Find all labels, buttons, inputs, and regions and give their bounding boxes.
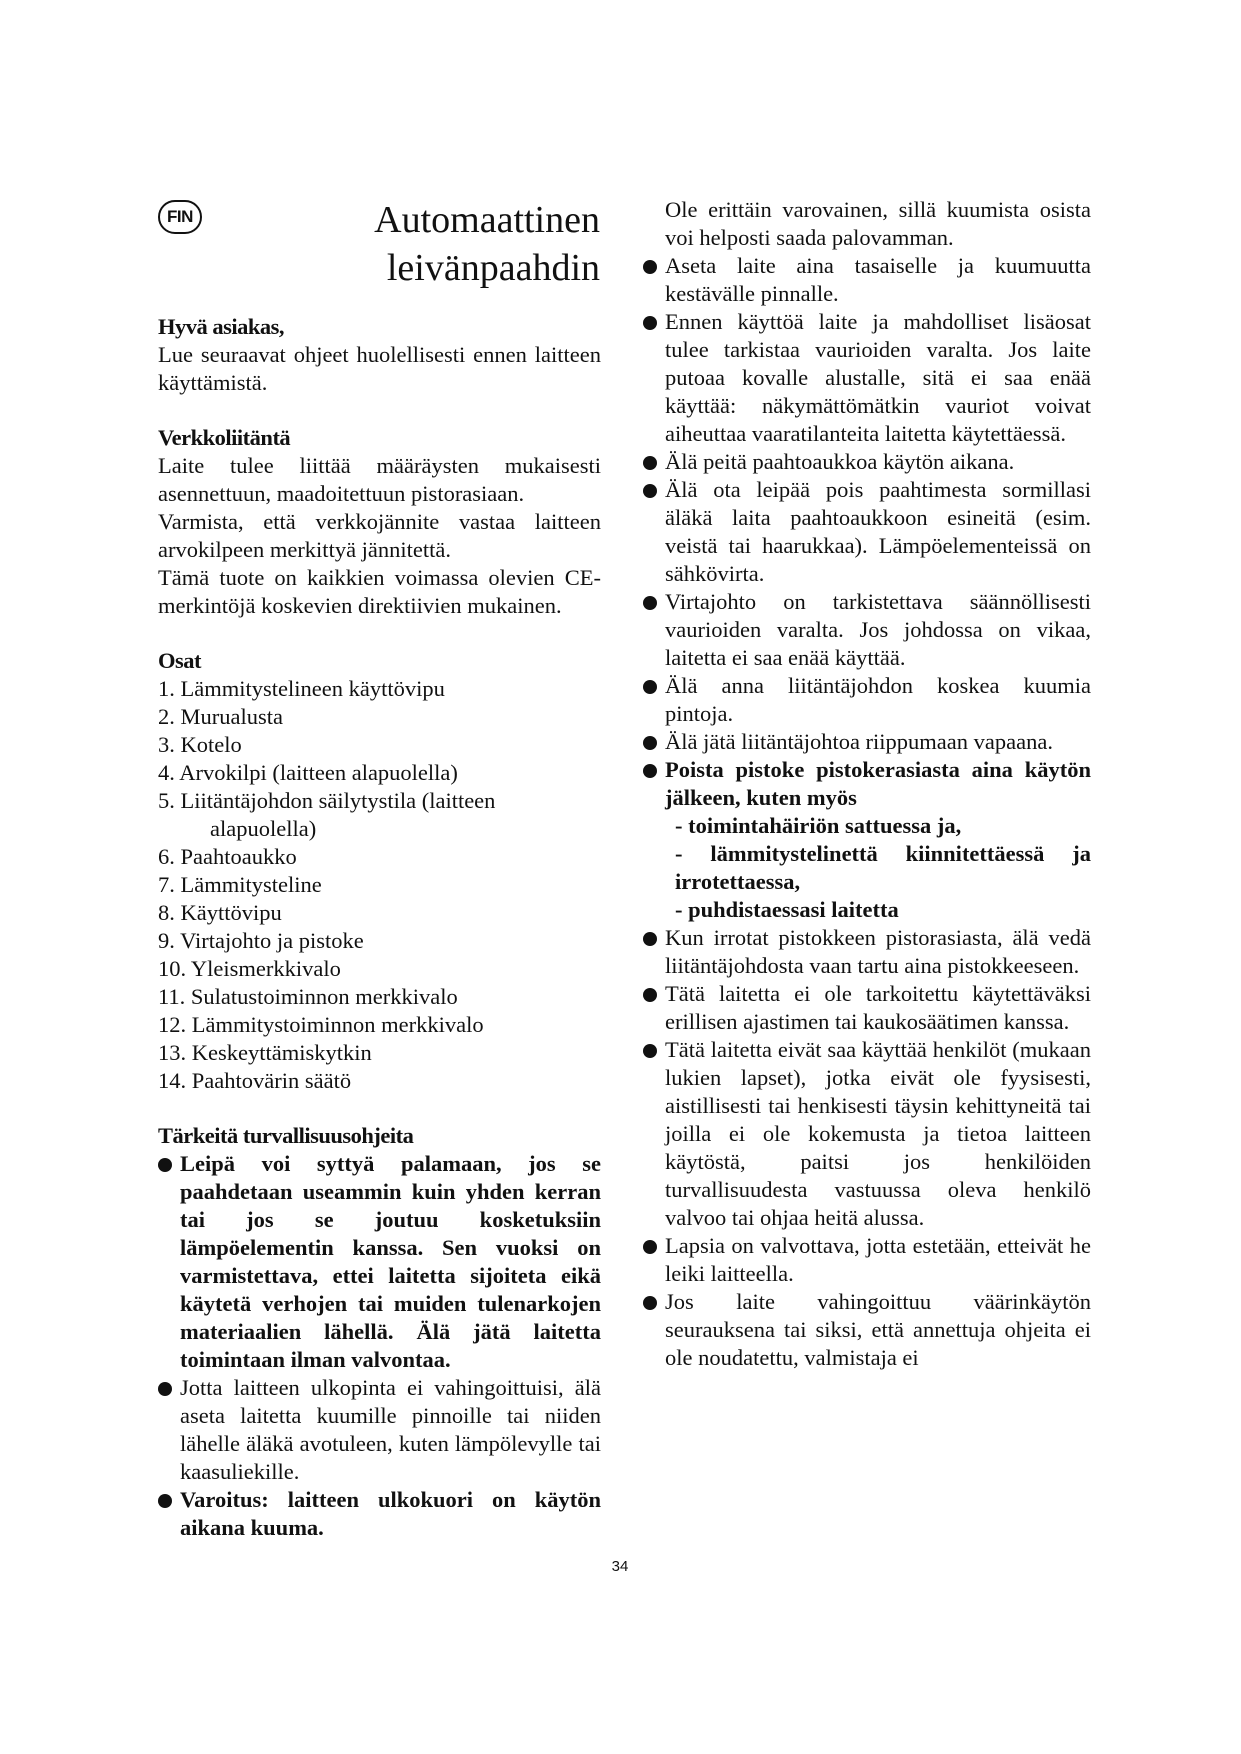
list-item: 4. Arvokilpi (laitteen alapuolella) — [158, 760, 458, 785]
bullet-text: Lapsia on valvottava, jotta estetään, etteivät he leiki laitteella. — [665, 1233, 1091, 1286]
list-item — [643, 1232, 1091, 1288]
bullet-icon — [643, 1296, 657, 1310]
bullet-icon — [158, 1382, 172, 1396]
warning-text: Varoitus: laitteen ulkokuori on käytön aikana kuuma. — [180, 1487, 601, 1540]
right-column — [643, 196, 1091, 1372]
bullet-text: Tätä laitetta eivät saa käyttää henkilöt (mukaan lukien lapset), jotka eivät ole fyysisesti, aistillisesti tai henkisesti täysin kehittyneitä tai joilla ei ole kokemusta ja tietoa laitteen käytöstä, paitsi jos henkilöiden turvallisuudesta vastuussa oleva henkilö valvoo tai ohjaa heitä alussa. — [665, 1037, 1091, 1230]
bullet-icon — [643, 988, 657, 1002]
bullet-icon — [158, 1158, 172, 1172]
bullet-icon — [643, 932, 657, 946]
list-item: 11. Sulatustoiminnon merkkivalo — [158, 984, 458, 1009]
bullet-icon — [643, 260, 657, 274]
list-item: 3. Kotelo — [158, 732, 242, 757]
list-item — [158, 1150, 601, 1374]
bullet-icon — [643, 484, 657, 498]
list-item: 6. Paahtoaukko — [158, 844, 297, 869]
list-item — [643, 252, 1091, 308]
list-item — [158, 1374, 601, 1486]
mains-paragraph-1: Laite tulee liittää määräysten mukaisesti asennettuun, maadoitettuun pistorasiaan. — [158, 453, 601, 506]
parts-heading: Osat — [158, 648, 201, 673]
bullet-text: Älä jätä liitäntäjohtoa riippumaan vapaana. — [665, 729, 1053, 754]
bullet-text: Jos laite vahingoittuu väärinkäytön seurauksena tai siksi, että annettuja ohjeita ei ole noudatettu, valmistaja ei — [665, 1289, 1091, 1370]
bullet-icon — [643, 736, 657, 750]
warning-text-continued: Ole erittäin varovainen, sillä kuumista osista voi helposti saada palovamman. — [665, 197, 1091, 250]
list-item — [643, 588, 1091, 672]
list-item: 7. Lämmitysteline — [158, 872, 322, 897]
list-item — [643, 924, 1091, 980]
bullet-text: Ennen käyttöä laite ja mahdolliset lisäosat tulee tarkistaa vaurioiden varalta. Jos laite putoaa kovalle alustalle, sitä ei saa enää käyttää: näkymättömätkin vauriot voivat aiheuttaa vaaratilanteita laitetta käytettäessä. — [665, 309, 1091, 446]
mains-paragraph-2: Varmista, että verkkojännite vastaa laitteen arvokilpeen merkittyä jännitettä. — [158, 509, 601, 562]
title-line-1: Automaattinen — [374, 199, 600, 241]
bullet-text: Älä ota leipää pois paahtimesta sormillasi äläkä laita paahtoaukkoon esineitä (esim. veistä tai haarukkaa). Lämpöelementeissä on sähkövirta. — [665, 477, 1091, 586]
list-item — [643, 728, 1091, 756]
list-item — [643, 448, 1091, 476]
list-item — [643, 1036, 1091, 1232]
list-item: 8. Käyttövipu — [158, 900, 282, 925]
sub-item: - lämmitystelinettä kiinnitettäessä ja irrotettaessa, — [675, 841, 1091, 894]
left-column — [158, 313, 601, 1542]
bullet-icon — [643, 1240, 657, 1254]
list-item — [643, 308, 1091, 448]
bullet-text: Leipä voi syttyä palamaan, jos se paahdetaan useammin kuin yhden kerran tai jos se joutuu kosketuksiin lämpöelementin kanssa. Sen vuoksi on varmistettava, ettei laitetta sijoiteta eikä käytetä verhojen tai muiden tulenarkojen materiaalien lähellä. Älä jätä laitetta toimintaan ilman valvontaa. — [180, 1151, 601, 1372]
bullet-icon — [643, 456, 657, 470]
bullet-text: Jotta laitteen ulkopinta ei vahingoittuisi, älä aseta laitetta kuumille pinnoille tai niiden lähelle äläkä avotuleen, kuten lämpölevylle tai kaasuliekille. — [180, 1375, 601, 1484]
bullet-text: Poista pistoke pistokerasiasta aina käytön jälkeen, kuten myös — [665, 757, 1091, 810]
bullet-icon — [643, 680, 657, 694]
list-item: 13. Keskeyttämiskytkin — [158, 1040, 372, 1065]
bullet-icon — [643, 1044, 657, 1058]
safety-list-left — [158, 1150, 601, 1542]
parts-list — [158, 675, 601, 1095]
list-item — [643, 476, 1091, 588]
page-title — [250, 196, 600, 292]
bullet-icon — [643, 316, 657, 330]
mains-paragraph-3: Tämä tuote on kaikkien voimassa olevien CE-merkintöjä koskevien direktiivien mukainen. — [158, 565, 601, 618]
list-item: 5. Liitäntäjohdon säilytystila (laitteen — [158, 788, 496, 813]
bullet-text: Tätä laitetta ei ole tarkoitettu käytettäväksi erillisen ajastimen tai kaukosäätimen kanssa. — [665, 981, 1091, 1034]
bullet-text: Älä anna liitäntäjohdon koskea kuumia pintoja. — [665, 673, 1091, 726]
title-line-2: leivänpaahdin — [386, 247, 600, 289]
list-item: 2. Murualusta — [158, 704, 283, 729]
safety-heading: Tärkeitä turvallisuusohjeita — [158, 1123, 414, 1148]
page-number: 34 — [611, 1558, 629, 1575]
language-badge: FIN — [158, 200, 202, 234]
bullet-icon — [643, 764, 657, 778]
bullet-text: Älä peitä paahtoaukkoa käytön aikana. — [665, 449, 1015, 474]
bullet-icon — [158, 1494, 172, 1508]
list-item — [158, 1486, 601, 1542]
list-item: 12. Lämmitystoiminnon merkkivalo — [158, 1012, 484, 1037]
list-item: 14. Paahtovärin säätö — [158, 1068, 352, 1093]
list-item: 10. Yleismerkkivalo — [158, 956, 341, 981]
bullet-text: Virtajohto on tarkistettava säännöllisesti vaurioiden varalta. Jos johdossa on vikaa, laitetta ei saa enää käyttää. — [665, 589, 1091, 670]
intro-heading: Hyvä asiakas, — [158, 314, 285, 339]
sub-item: - puhdistaessasi laitetta — [675, 897, 899, 922]
list-item: 1. Lämmitystelineen käyttövipu — [158, 676, 445, 701]
intro-text: Lue seuraavat ohjeet huolellisesti ennen laitteen käyttämistä. — [158, 342, 601, 395]
list-item: alapuolella) — [210, 816, 317, 841]
sub-item: - toimintahäiriön sattuessa ja, — [675, 813, 962, 838]
mains-heading: Verkkoliitäntä — [158, 425, 291, 450]
bullet-icon — [643, 596, 657, 610]
list-item — [643, 672, 1091, 728]
list-item — [643, 756, 1091, 924]
bullet-text: Aseta laite aina tasaiselle ja kuumuutta kestävälle pinnalle. — [665, 253, 1091, 306]
list-item — [643, 980, 1091, 1036]
list-item-continued — [643, 196, 1091, 252]
safety-list-right — [643, 196, 1091, 1372]
list-item — [643, 1288, 1091, 1372]
bullet-text: Kun irrotat pistokkeen pistorasiasta, älä vedä liitäntäjohdosta vaan tartu aina pistokkeeseen. — [665, 925, 1091, 978]
list-item: 9. Virtajohto ja pistoke — [158, 928, 364, 953]
